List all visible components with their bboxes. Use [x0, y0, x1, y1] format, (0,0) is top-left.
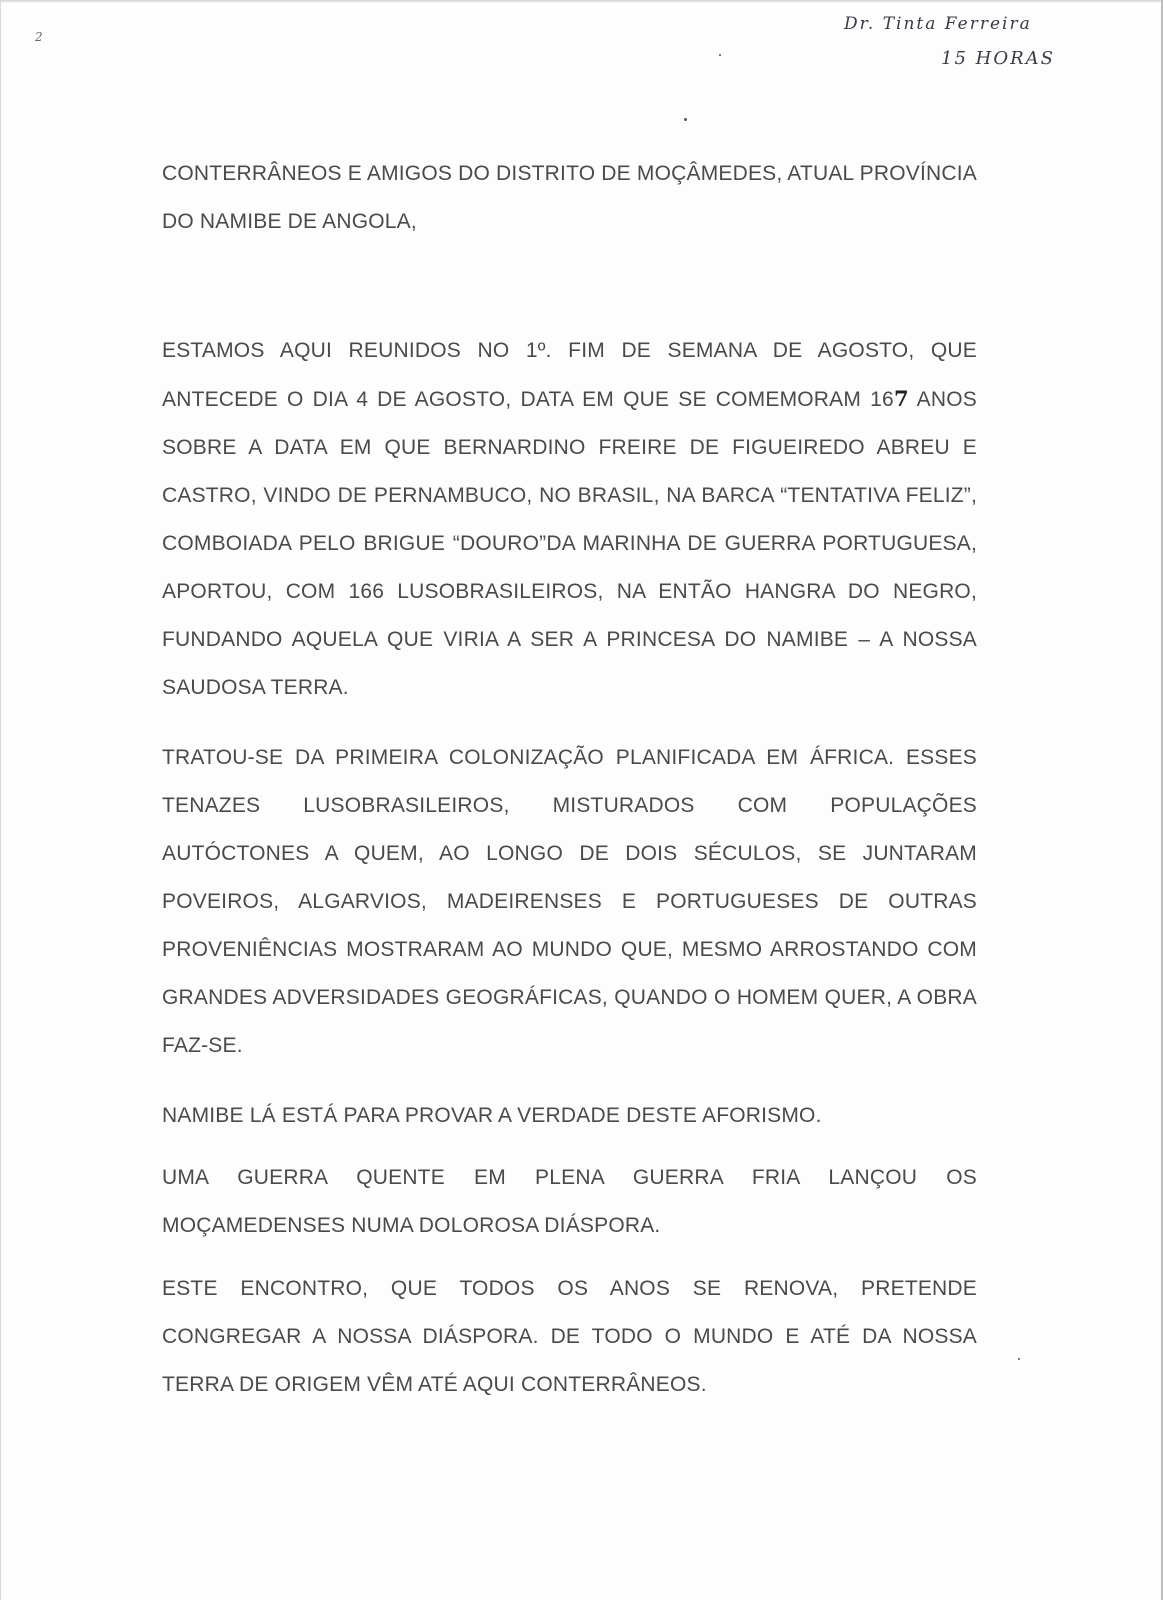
scan-speck [684, 118, 687, 121]
handwritten-time-note: 15 HORAS [941, 48, 1055, 69]
body-paragraph-war: UMA GUERRA QUENTE EM PLENA GUERRA FRIA LANÇOU OS MOÇAMEDENSES NUMA DOLOROSA DIÁSPORA. [162, 1166, 977, 1237]
body-paragraph-meeting: ESTE ENCONTRO, QUE TODOS OS ANOS SE RENOVA, PRETENDE CONGREGAR A NOSSA DIÁSPORA. DE TODO O MUNDO E ATÉ DA NOSSA TERRA DE ORIGEM VÊM ATÉ AQUI CONTERRÂNEOS. [162, 1277, 977, 1396]
scan-speck [1018, 1358, 1020, 1360]
handwritten-name-note: Dr. Tinta Ferreira [844, 14, 1032, 34]
paragraph-text: ANOS SOBRE A DATA EM QUE BERNARDINO FREIRE DE FIGUEIREDO ABREU E CASTRO, VINDO DE PERNAMBUCO, NO BRASIL, NA BARCA “TENTATIVA FELIZ”, COMBOIADA PELO BRIGUE “DOURO”DA MARINHA DE GUERRA PORTUGUESA, APORTOU, COM 166 LUSOBRASILEIROS, NA ENTÃO HANGRA DO NEGRO, FUNDANDO AQUELA QUE VIRIA A SER A PRINCESA DO NAMIBE – A NOSSA SAUDOSA TERRA. [162, 388, 977, 699]
body-paragraph-aphorism: NAMIBE LÁ ESTÁ PARA PROVAR A VERDADE DESTE AFORISMO. [162, 1104, 822, 1127]
body-paragraph-colonization: TRATOU-SE DA PRIMEIRA COLONIZAÇÃO PLANIFICADA EM ÁFRICA. ESSES TENAZES LUSOBRASILEIROS, MISTURADOS COM POPULAÇÕES AUTÓCTONES A QUEM, AO LONGO DE DOIS SÉCULOS, SE JUNTARAM POVEIROS, ALGARVIOS, MADEIRENSES E PORTUGUESES DE OUTRAS PROVENIÊNCIAS MOSTRARAM AO MUNDO QUE, MESMO ARROSTANDO COM GRANDES ADVERSIDADES GEOGRÁFICAS, QUANDO O HOMEM QUER, A OBRA FAZ-SE. [162, 746, 977, 1057]
paragraph-text: ESTAMOS AQUI REUNIDOS NO 1º. FIM DE SEMANA DE AGOSTO, QUE ANTECEDE O DIA 4 DE AGOSTO, DATA EM QUE SE COMEMORAM 16 [162, 339, 977, 411]
handwritten-correction: 7 [893, 386, 909, 411]
body-paragraph-founding [162, 327, 977, 712]
salutation-paragraph: CONTERRÂNEOS E AMIGOS DO DISTRITO DE MOÇÂMEDES, ATUAL PROVÍNCIA DO NAMIBE DE ANGOLA, [162, 162, 977, 233]
scan-edge [1, 0, 1161, 3]
handwritten-page-mark: 2 [35, 30, 45, 44]
scan-speck [719, 54, 721, 56]
